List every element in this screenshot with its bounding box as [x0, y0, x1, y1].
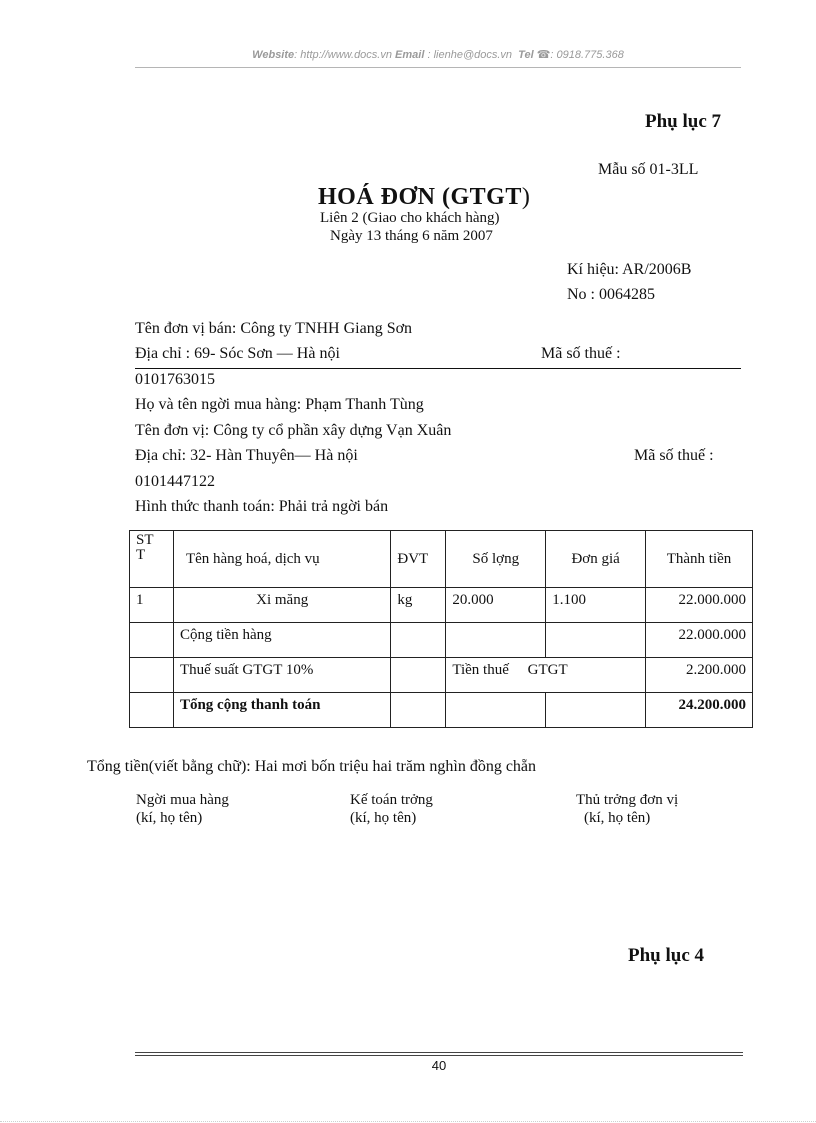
cell-amount: 22.000.000 [646, 588, 753, 623]
signature-accountant-note: (kí, họ tên) [350, 810, 417, 826]
signature-buyer-note: (kí, họ tên) [136, 810, 203, 826]
payment-method: Hình thức thanh toán: Phải trả ngời bán [135, 498, 389, 515]
cell-name: Xi măng [173, 588, 390, 623]
tel-label: Tel [518, 49, 534, 61]
signature-accountant-role: Kế toán trởng [350, 792, 433, 808]
col-header-unit: ĐVT [391, 531, 446, 588]
subtotal-value: 22.000.000 [646, 623, 753, 658]
col-header-stt: ST T [130, 531, 174, 588]
website-label: Website [252, 49, 295, 61]
footer-divider-top [135, 1052, 743, 1053]
buyer-unit: Tên đơn vị: Công ty cổ phần xây dựng Vạn Xuân [135, 422, 452, 439]
signature-director [576, 791, 678, 827]
number-line: No : 0064285 [567, 286, 655, 303]
seller-tax-code: 0101763015 [135, 371, 215, 388]
total-label: Tổng cộng thanh toán [173, 693, 390, 728]
signature-buyer [136, 791, 229, 827]
buyer-address: Địa chỉ: 32- Hàn Thuyên— Hà nội [135, 447, 358, 464]
subtotal-row [130, 623, 753, 658]
seller-address: Địa chỉ : 69- Sóc Sơn — Hà nội [135, 345, 340, 362]
appendix-bottom: Phụ lục 4 [628, 945, 705, 966]
seller-tax-label: Mã số thuế : [541, 345, 621, 362]
page-header [135, 48, 741, 61]
footer-divider-bottom [135, 1055, 743, 1056]
date-line: Ngày 13 tháng 6 năm 2007 [330, 228, 493, 244]
header-divider [135, 67, 741, 68]
tel-value: : 0918.775.368 [550, 49, 624, 61]
website-value: : http://www.docs.vn [294, 49, 392, 61]
cell-qty: 20.000 [446, 588, 546, 623]
cell-stt: 1 [130, 588, 174, 623]
email-label: Email [395, 49, 425, 61]
vat-row [130, 658, 753, 693]
signature-director-note: (kí, họ tên) [584, 810, 651, 826]
amount-in-words: Tổng tiền(viết bằng chữ): Hai mơi bốn triệu hai trăm nghìn đồng chẵn [87, 758, 537, 775]
signature-accountant [350, 791, 433, 827]
seller-divider [135, 368, 741, 369]
page-number: 40 [431, 1058, 447, 1073]
cell-unit: kg [391, 588, 446, 623]
invoice-title-main: HOÁ ĐƠN (GTGT [318, 184, 522, 210]
email-value: : lienhe@docs.vn [427, 49, 513, 61]
symbol-line: Kí hiệu: AR/2006B [567, 261, 692, 278]
table-header-row [130, 531, 753, 588]
copy-line: Liên 2 (Giao cho khách hàng) [320, 210, 500, 226]
buyer-person: Họ và tên ngời mua hàng: Phạm Thanh Tùng [135, 396, 424, 413]
seller-name: Tên đơn vị bán: Công ty TNHH Giang Sơn [135, 320, 413, 337]
vat-amount-label: Tiền thuế GTGT [446, 658, 646, 693]
total-row [130, 693, 753, 728]
total-value: 24.200.000 [646, 693, 753, 728]
form-code: Mẫu số 01-3LL [598, 161, 699, 178]
buyer-tax-label: Mã số thuế : [634, 447, 714, 464]
col-header-amount: Thành tiền [646, 531, 753, 588]
invoice-title [318, 184, 530, 211]
col-header-price: Đơn giá [546, 531, 646, 588]
table-row [130, 588, 753, 623]
subtotal-label: Cộng tiền hàng [173, 623, 390, 658]
vat-amount-value: 2.200.000 [646, 658, 753, 693]
buyer-tax-code: 0101447122 [135, 473, 215, 490]
phone-icon: ☎ [536, 49, 551, 61]
page-edge [0, 1121, 816, 1122]
vat-rate-label: Thuế suất GTGT 10% [173, 658, 390, 693]
signature-director-role: Thủ trởng đơn vị [576, 792, 679, 808]
signature-buyer-role: Ngời mua hàng [136, 792, 229, 808]
col-header-name: Tên hàng hoá, dịch vụ [173, 531, 390, 588]
invoice-table [129, 530, 753, 728]
cell-price: 1.100 [546, 588, 646, 623]
appendix-top: Phụ lục 7 [645, 111, 722, 132]
col-header-qty: Số lợng [446, 531, 546, 588]
invoice-title-close: ) [521, 184, 531, 210]
